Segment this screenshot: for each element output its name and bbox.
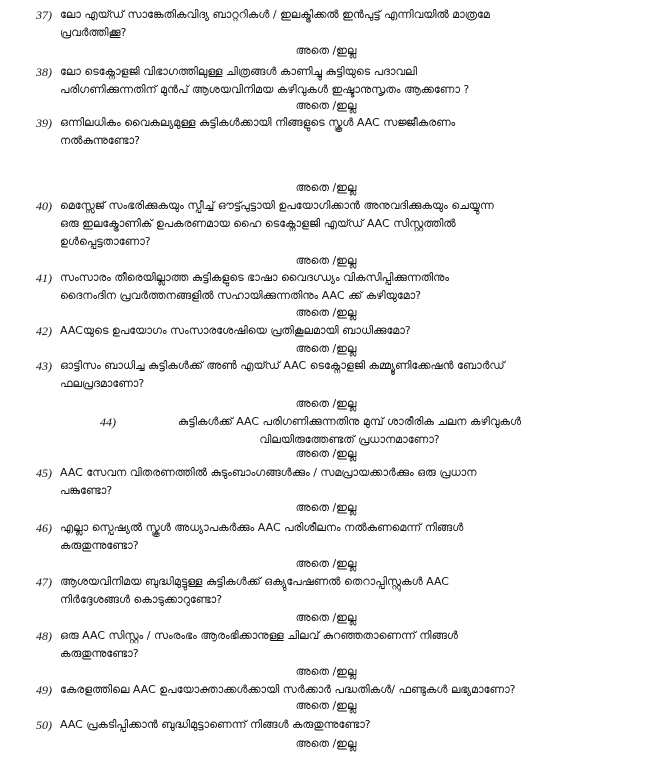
answer-options: അതെ /ഇല്ല xyxy=(295,501,357,514)
question-text: ലോ എയ്ഡ് സാങ്കേതികവിദ്യ ബാറ്ററികൾ / ഇലക്ട്രിക്കൽ ഇൻപുട്ട് എന്നിവയിൽ മാത്രമേ പ്രവർത്തിക്കൂ? xyxy=(60,8,490,39)
answer-options: അതെ /ഇല്ല xyxy=(295,557,357,570)
answer-options: അതെ /ഇല്ല xyxy=(295,306,357,319)
question-text: ലോ ടെക്നോളജി വിഭാഗത്തിലുള്ള ചിത്രങ്ങൾ കാണിച്ചു കുട്ടിയുടെ പദാവലി പരിഗണിക്കുന്നതിന് മുൻപ് ആശയവിനിമയ കഴിവുകൾ ഇഷ്ടാനുസൃതം ആക്കണോ ? xyxy=(60,65,470,96)
question-text: മെസ്സേജ് സംഭരിക്കുകയും സ്പീച്ച് ഔട്ട്പുട്ടായി ഉപയോഗിക്കാൻ അനുവദിക്കുകയും ചെയ്യുന്ന ഒരു ഇലക്ട്രോണിക് ഉപകരണമായ ഹൈ ടെക്നോളജി എയ്ഡ് AAC സിസ്റ്റത്തിൽ ഉൾപ്പെട്ടതാണോ? xyxy=(60,199,494,248)
question-text: AACയുടെ ഉപയോഗം സംസാരശേഷിയെ പ്രതികൂലമായി ബാധിക്കുമോ? xyxy=(60,324,411,337)
answer-options: അതെ /ഇല്ല xyxy=(295,699,357,712)
question-number: 46) xyxy=(36,521,52,535)
answer-options: അതെ /ഇല്ല xyxy=(295,397,357,410)
question-number: 40) xyxy=(36,199,52,213)
question-text: കേരളത്തിലെ AAC ഉപയോക്താക്കൾക്കായി സർക്കാർ പദ്ധതികൾ/ ഫണ്ടുകൾ ലഭ്യമാണോ? xyxy=(60,683,516,696)
answer-options: അതെ /ഇല്ല xyxy=(295,611,357,624)
answer-options: അതെ /ഇല്ല xyxy=(295,44,357,57)
question-number: 37) xyxy=(36,8,52,22)
question-text: AAC പ്രകടിപ്പിക്കാൻ ബുദ്ധിമുട്ടാണെന്ന് നിങ്ങൾ കരുതുന്നുണ്ടോ? xyxy=(60,718,371,731)
question-text: AAC സേവന വിതരണത്തിൽ കുടുംബാംഗങ്ങൾക്കും / സമപ്രായക്കാർക്കും ഒരു പ്രധാന പങ്കുണ്ടോ? xyxy=(60,466,477,497)
question-number: 43) xyxy=(36,359,52,373)
question-number: 38) xyxy=(36,65,52,79)
answer-options: അതെ /ഇല്ല xyxy=(295,447,357,460)
answer-options: അതെ /ഇല്ല xyxy=(295,181,357,194)
answer-options: അതെ /ഇല്ല xyxy=(295,342,357,355)
question-number: 42) xyxy=(36,324,52,338)
question-number: 39) xyxy=(36,116,52,130)
question-number: 50) xyxy=(36,718,52,732)
question-number: 47) xyxy=(36,575,52,589)
question-text: ഓട്ടിസം ബാധിച്ച കുട്ടികൾക്ക് അൺ എയ്ഡ് AAC ടെക്നോളജി കമ്മ്യൂണിക്കേഷൻ ബോർഡ് ഫലപ്രദമാണോ? xyxy=(60,359,505,390)
question-text: സംസാരം തീരെയില്ലാത്ത കുട്ടികളുടെ ഭാഷാ വൈദഗ്ധ്യം വികസിപ്പിക്കുന്നതിനും ദൈനംദിന പ്രവർത്തനങ്ങളിൽ സഹായിക്കുന്നതിനും AAC ക്ക് കഴിയുമോ? xyxy=(60,271,450,302)
answer-options: അതെ /ഇല്ല xyxy=(295,737,357,750)
question-number: 41) xyxy=(36,271,52,285)
answer-options: അതെ /ഇല്ല xyxy=(295,254,357,267)
question-text: കുട്ടികൾക്ക് AAC പരിഗണിക്കുന്നതിനു മുമ്പ് ശാരീരിക ചലന കഴിവുകൾ വിലയിരുത്തേണ്ടത് പ്രധാനമാണോ? xyxy=(177,415,522,446)
question-number: 48) xyxy=(36,629,52,643)
question-text: ഒന്നിലധികം വൈകല്യമുള്ള കുട്ടികൾക്കായി നിങ്ങളുടെ സ്കൂൾ AAC സജ്ജീകരണം നൽകുന്നുണ്ടോ? xyxy=(60,116,456,147)
question-text: ആശയവിനിമയ ബുദ്ധിമുട്ടുള്ള കുട്ടികൾക്ക് ഒക്യുപേഷണൽ തെറാപ്പിസ്റ്റുകൾ AAC നിർദ്ദേശങ്ങൾ കൊടുക്കാറുണ്ടോ? xyxy=(60,575,449,606)
question-text: എല്ലാ സ്പെഷ്യൽ സ്കൂൾ അധ്യാപകർക്കും AAC പരിശീലനം നൽകണമെന്ന് നിങ്ങൾ കരുതുന്നുണ്ടോ? xyxy=(60,521,464,552)
question-text: ഒരു AAC സിസ്റ്റം / സംരംഭം ആരംഭിക്കാനുള്ള ചിലവ് കുറഞ്ഞതാണെന്ന് നിങ്ങൾ കരുതുന്നുണ്ടോ? xyxy=(60,629,458,660)
answer-options: അതെ /ഇല്ല xyxy=(295,99,357,112)
question-number: 44) xyxy=(100,415,116,429)
question-number: 45) xyxy=(36,466,52,480)
question-number: 49) xyxy=(36,683,52,697)
answer-options: അതെ /ഇല്ല xyxy=(295,665,357,678)
